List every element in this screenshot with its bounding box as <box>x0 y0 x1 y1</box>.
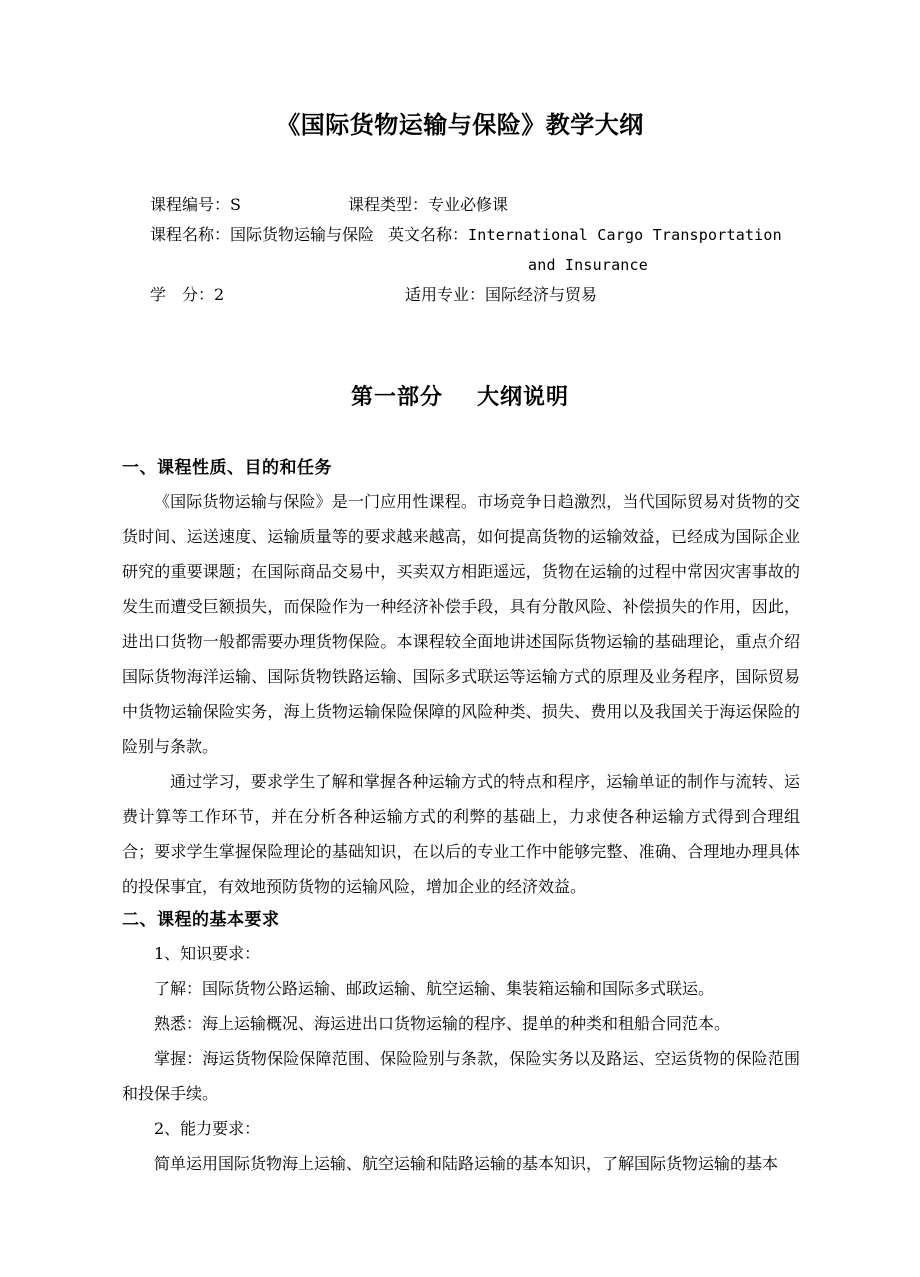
course-en-name-value-continued: and Insurance <box>528 256 648 274</box>
document-body <box>122 452 800 1181</box>
course-name-field <box>150 220 374 250</box>
course-code-value: S <box>230 195 241 214</box>
course-name-label: 课程名称： <box>150 225 231 244</box>
course-type-field <box>348 190 508 220</box>
page-title: 《国际货物运输与保险》教学大纲 <box>276 111 644 139</box>
course-code-label: 课程编号： <box>150 195 231 214</box>
section-2-item-4: 掌握：海运货物保险保障范围、保险险别与条款，保险实务以及路运、空运货物的保险范围和投保手续。 <box>122 1049 800 1103</box>
part-heading-number: 第一部分 <box>350 385 443 410</box>
course-credit-field <box>150 280 224 310</box>
course-info-row-code <box>150 190 850 220</box>
part-heading <box>0 380 920 411</box>
section-2-item-2: 了解：国际货物公路运输、邮政运输、航空运输、集装箱运输和国际多式联运。 <box>154 979 715 998</box>
section-2-item-3: 熟悉：海上运输概况、海运进出口货物运输的程序、提单的种类和租船合同范本。 <box>154 1014 731 1033</box>
section-1-paragraph-2: 通过学习，要求学生了解和掌握各种运输方式的特点和程序，运输单证的制作与流转、运费计算等工作环节，并在分析各种运输方式的利弊的基础上，力求使各种运输方式得到合理组合；要求学生掌握保险理论的基础知识，在以后的专业工作中能够完整、准确、合理地办理具体的投保事宜，有效地预防货物的运输风险，增加企业的经济效益。 <box>122 772 800 896</box>
course-info-row-name <box>150 220 850 250</box>
course-major-label: 适用专业： <box>405 285 486 304</box>
course-credit-label: 学 分： <box>150 285 215 304</box>
section-2-item-5: 2、能力要求： <box>154 1119 261 1138</box>
section-2-item-6: 简单运用国际货物海上运输、航空运输和陆路运输的基本知识，了解国际货物运输的基本 <box>154 1154 779 1173</box>
course-type-label: 课程类型： <box>348 195 429 214</box>
section-1-paragraph-1: 《国际货物运输与保险》是一门应用性课程。市场竞争日趋激烈，当代国际贸易对货物的交货时间、运送速度、运输质量等的要求越来越高，如何提高货物的运输效益，已经成为国际企业研究的重要课题；在国际商品交易中，买卖双方相距遥远，货物在运输的过程中常因灾害事故的发生而遭受巨额损失，而保险作为一种经济补偿手段，具有分散风险、补偿损失的作用，因此，进出口货物一般都需要办理货物保险。本课程较全面地讲述国际货物运输的基础理论，重点介绍国际货物海洋运输、国际货物铁路运输、国际多式联运等运输方式的原理及业务程序，国际贸易中货物运输保险实务，海上货物运输保险保障的风险种类、损失、费用以及我国关于海运保险的险别与条款。 <box>122 492 800 756</box>
course-name-value: 国际货物运输与保险 <box>230 225 375 244</box>
course-info-row-credit <box>150 280 850 310</box>
course-credit-value: 2 <box>214 285 225 304</box>
course-en-name-value: International Cargo Transportation <box>468 226 782 244</box>
section-heading-2: 二、课程的基本要求 <box>122 910 280 930</box>
section-2-item-1: 1、知识要求： <box>154 944 261 963</box>
course-info-block <box>150 190 850 310</box>
course-info-row-en-continuation <box>150 250 850 280</box>
part-heading-name: 大纲说明 <box>477 385 570 410</box>
course-code-field <box>150 190 241 220</box>
course-en-name-field <box>388 220 782 250</box>
course-type-value: 专业必修课 <box>428 195 509 214</box>
course-major-field <box>405 280 597 310</box>
section-heading-1: 一、课程性质、目的和任务 <box>122 458 332 478</box>
course-en-name-label: 英文名称： <box>388 225 469 244</box>
course-major-value: 国际经济与贸易 <box>485 285 598 304</box>
